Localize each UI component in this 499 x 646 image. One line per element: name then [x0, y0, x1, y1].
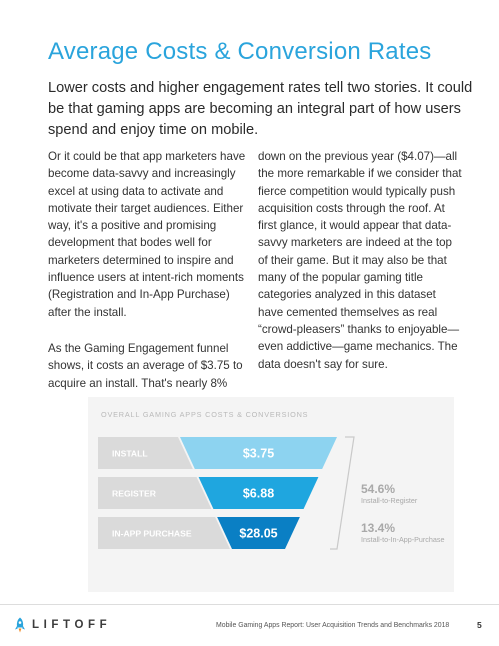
page-number: 5 — [477, 620, 482, 630]
funnel-stage-label: REGISTER — [112, 488, 156, 499]
page-subtitle: Lower costs and higher engagement rates tell two stories. It could be that gaming apps are becoming an integral part of how users spend and enjoy time on mobile. — [48, 80, 473, 138]
logo-wordmark: LIFTOFF — [32, 619, 112, 631]
body-paragraph: As the Gaming Engagement funnel shows, it costs an average of $3.75 to acquire an install. That's nearly 8% — [48, 341, 243, 390]
funnel-value-label: $6.88 — [242, 486, 275, 501]
body-paragraph: Or it could be that app marketers have become data-savvy and increasingly excel at using data to activate and motivate their target audiences. Either way, it's a positive and promising development that bodes well for marketers determined to inspire and influence users at intent-rich moments (Registration and In-App Purchase) after the install. — [48, 150, 246, 319]
funnel-stage-label: IN-APP PURCHASE — [112, 528, 192, 539]
funnel-stage-label: INSTALL — [112, 448, 148, 459]
report-title: Mobile Gaming Apps Report: User Acquisition Trends and Benchmarks 2018 — [216, 622, 450, 629]
body-paragraph: down on the previous year ($4.07)—all the more remarkable if we consider that fierce competition would typically push acquisition costs through the roof. At first glance, it would appear that data-savvy marketers are indeed at the top of their game. But it may also be that many of the popular gaming title categories analyzed in this dataset have cemented themselves as real “crowd-pleasers” thanks to enjoyable—even addictive—game mechanics. The data doesn't say for sure. — [258, 150, 462, 371]
funnel-value-label: $3.75 — [242, 446, 275, 461]
funnel-value-label: $28.05 — [239, 526, 278, 541]
footer-divider — [0, 604, 499, 605]
page-title: Average Costs & Conversion Rates — [48, 38, 432, 65]
chart-title: OVERALL GAMING APPS COSTS & CONVERSIONS — [101, 410, 309, 419]
conversion-rate-value: 54.6% — [361, 482, 396, 496]
conversion-bracket — [330, 437, 354, 549]
conversion-rate-value: 13.4% — [361, 521, 396, 535]
conversion-rate-label: Install-to-In-App-Purchase — [361, 535, 445, 544]
conversion-rate-label: Install-to-Register — [361, 496, 418, 505]
liftoff-logo — [14, 617, 111, 633]
rocket-icon — [14, 617, 26, 633]
